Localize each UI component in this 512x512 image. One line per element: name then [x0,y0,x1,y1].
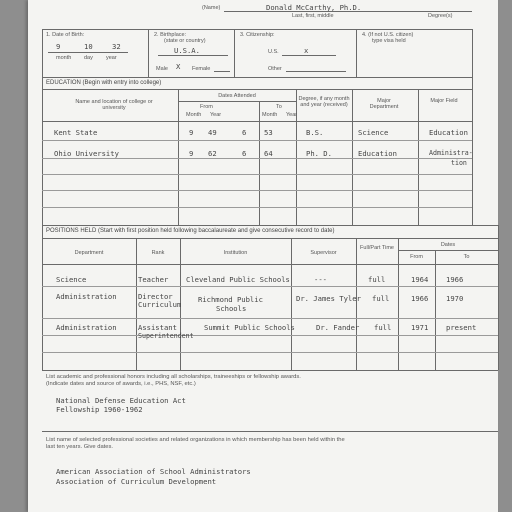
edu-col-degree: Degree, if any month and year (received) [298,96,350,109]
visa-sub-label: type visa held [372,38,406,44]
edu-row-1-from-month: 9 [189,128,194,137]
pos-row-3-sup: Dr. Fander [316,323,360,332]
edu-col-name: Name and location of college or university [75,99,153,112]
societies-prompt: List name of selected professional societies and related organizations in which membership has been held within the [46,437,345,443]
visa-label: 4. (If not U.S. citizen) [362,32,414,38]
edu-row-1-dept: Science [358,128,389,137]
name-line [224,11,472,12]
pos-col-from: From [410,254,423,260]
honors-line-1: National Defense Education Act [56,396,186,405]
pos-row-2-time: full [372,294,390,303]
edu-col-to-year: Year [286,112,298,118]
societies-line-1: American Association of School Administrators [56,467,251,476]
birth-day-value: 9 [56,42,61,51]
edu-row-1-name: Kent State [54,128,98,137]
pos-row-3-rank-cont: Superintendent [138,332,194,340]
pos-row-2-dept: Administration [56,292,117,301]
pos-col-to: To [463,254,470,260]
pos-row-1-sup: --- [314,275,327,284]
name-order-label: Last, first, middle [292,13,334,19]
name-value: Donald McCarthy, Ph.D. [266,3,362,12]
pos-row-3-from: 1971 [411,323,429,332]
edu-col-dates: Dates Attended [218,93,256,99]
edu-col-to-month: Month [262,112,278,118]
name-label: (Name) [202,5,221,11]
us-mark: x [304,46,309,55]
societies-prompt-note: last ten years. Give dates. [46,444,114,450]
pos-row-2-rank-cont: Curriculum [138,300,182,309]
pos-row-3-dept: Administration [56,323,117,332]
honors-prompt: List academic and professional honors including all scholarships, traineeships or fellowship awards. [46,374,301,380]
pos-row-1-from: 1964 [411,275,429,284]
edu-row-2-from-year: 62 [208,149,217,158]
pos-row-1-to: 1966 [446,275,464,284]
edu-row-2-to-year: 64 [264,149,273,158]
pos-row-1-dept: Science [56,275,87,284]
female-label: Female [192,66,211,72]
edu-col-from-month: Month [186,112,202,118]
edu-row-2-field: Administra- [429,149,473,157]
birthplace-value: U.S.A. [174,46,200,55]
birth-date-label: 1. Date of Birth: [46,32,85,38]
edu-row-2-dept: Education [358,149,397,158]
sex-mark: X [176,62,181,71]
edu-row-2-name: Ohio University [54,149,119,158]
birth-month-value: 10 [84,42,93,51]
pos-col-dates: Dates [440,242,456,248]
form-page [28,0,498,512]
pos-row-1-time: full [368,275,386,284]
other-label: Other [268,66,282,72]
honors-line-2: Fellowship 1960-1962 [56,405,143,414]
edu-row-1-from-year: 49 [208,128,217,137]
pos-row-2-from: 1966 [411,294,429,303]
day-label: day [84,55,93,61]
birthplace-sub-label: (state or country) [164,38,206,44]
edu-row-1-field: Education [429,128,468,137]
pos-col-department: Department [74,250,104,256]
pos-row-2-rank: Director [138,292,173,301]
year-label: year [106,55,117,61]
positions-title: POSITIONS HELD (Start with first position held following baccalaureate and give consecutive record to date) [46,228,335,234]
pos-row-3-rank: Assistant [138,323,177,332]
honors-prompt-note: (Indicate dates and source of awards, i.e., PHS, NSF, etc.) [46,381,196,387]
male-label: Male [156,66,168,72]
pos-row-2-inst: Richmond Public [198,295,263,304]
pos-col-rank: Rank [151,250,165,256]
birth-year-value: 32 [112,42,121,51]
education-title: EDUCATION (Begin with entry into college) [46,80,162,86]
birthplace-label: 2. Birthplace: [154,32,187,38]
pos-row-3-time: full [374,323,392,332]
edu-col-to: To [276,104,282,110]
edu-row-2-degree: Ph. D. [306,149,332,158]
pos-row-1-inst: Cleveland Public Schools [186,275,290,284]
edu-row-2-from-month: 9 [189,149,194,158]
edu-row-1-to-month: 6 [242,128,247,137]
pos-col-supervisor: Supervisor [310,250,337,256]
pos-col-institution: Institution [223,250,248,256]
citizenship-label: 3. Citizenship: [240,32,275,38]
pos-row-2-to: 1970 [446,294,464,303]
pos-row-3-to: present [446,323,477,332]
edu-row-1-to-year: 53 [264,128,273,137]
edu-row-1-degree: B.S. [306,128,324,137]
month-label: month [56,55,72,61]
pos-row-2-inst-cont: Schools [216,304,247,313]
pos-row-2-sup: Dr. James Tyler [296,294,361,303]
societies-line-2: Association of Curriculum Development [56,477,217,486]
us-label: U.S. [268,49,279,55]
edu-col-major-dept: Major Department [369,98,399,111]
edu-row-2-to-month: 6 [242,149,247,158]
edu-col-from: From [200,104,213,110]
pos-row-1-rank: Teacher [138,275,169,284]
pos-col-fulltime: Full/Part Time [360,245,394,251]
edu-col-major-field: Major Field [430,98,458,104]
edu-col-from-year: Year [210,112,222,118]
pos-row-3-inst: Summit Public Schools [204,323,295,332]
edu-row-2-field-cont: tion [451,159,467,167]
degrees-label: Degree(s) [428,13,453,19]
